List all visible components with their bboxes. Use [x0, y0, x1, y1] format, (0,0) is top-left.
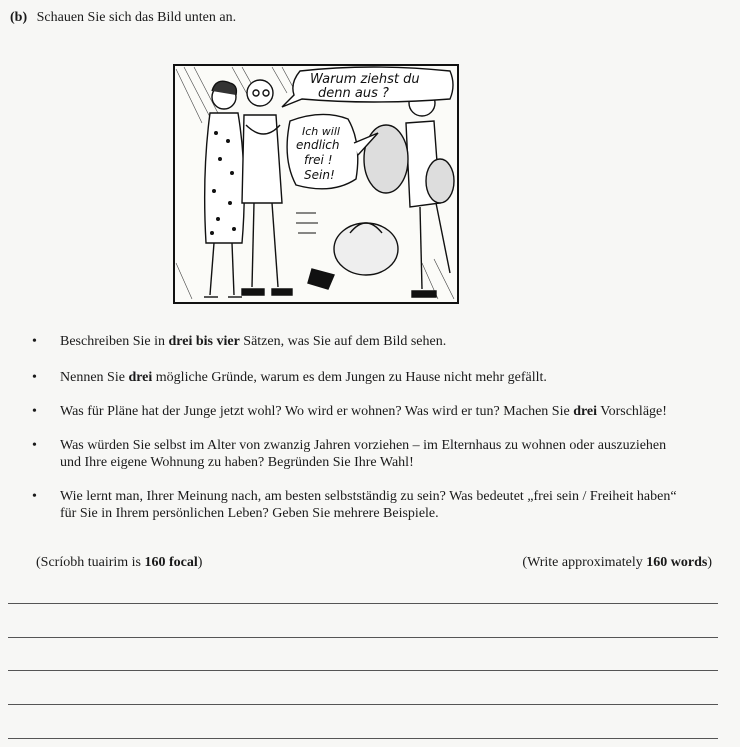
- cartoon-illustration: [172, 63, 460, 305]
- parent-bubble-line2: denn aus ?: [318, 86, 389, 101]
- answer-line[interactable]: [8, 603, 718, 604]
- question-label: (b): [10, 10, 28, 25]
- task-item: • Was für Pläne hat der Junge jetzt wohl? Wo wird er wohnen? Was wird er tun? Machen Sie drei Vorschläge!: [32, 404, 667, 419]
- bullet-dot: •: [32, 370, 37, 385]
- bullet-dot: •: [32, 489, 37, 504]
- task-item: • Wie lernt man, Ihrer Meinung nach, am besten selbstständig zu sein? Was bedeutet „frei sein / Freiheit haben“ für Sie in Ihrem persönlichen Leben? Geben Sie mehrere Beispiele.: [32, 489, 677, 521]
- answer-line[interactable]: [8, 637, 718, 638]
- bullet-dot: •: [32, 404, 37, 419]
- word-count-english: (Write approximately 160 words): [522, 555, 712, 570]
- task-item: • Beschreiben Sie in drei bis vier Sätzen, was Sie auf dem Bild sehen.: [32, 334, 447, 349]
- task-item: • Was würden Sie selbst im Alter von zwanzig Jahren vorziehen – im Elternhaus zu wohnen oder auszuziehen und Ihre eigene Wohnung zu haben? Begründen Sie Ihre Wahl!: [32, 438, 667, 470]
- bullet-dot: •: [32, 438, 37, 453]
- question-instruction: Schauen Sie sich das Bild unten an.: [36, 10, 237, 25]
- task-item: • Nennen Sie drei mögliche Gründe, warum es dem Jungen zu Hause nicht mehr gefällt.: [32, 370, 547, 385]
- son-bubble-line2: endlich: [296, 138, 340, 152]
- parent-bubble-line1: Warum ziehst du: [310, 72, 420, 87]
- word-count-irish: (Scríobh tuairim is 160 focal): [36, 555, 203, 570]
- answer-line[interactable]: [8, 704, 718, 705]
- son-bubble-line4: Sein!: [304, 168, 335, 182]
- answer-line[interactable]: [8, 738, 718, 739]
- son-bubble-line1: Ich will: [302, 125, 340, 138]
- bullet-dot: •: [32, 334, 37, 349]
- answer-line[interactable]: [8, 670, 718, 671]
- question-heading: [10, 10, 236, 26]
- son-bubble-line3: frei !: [304, 153, 333, 167]
